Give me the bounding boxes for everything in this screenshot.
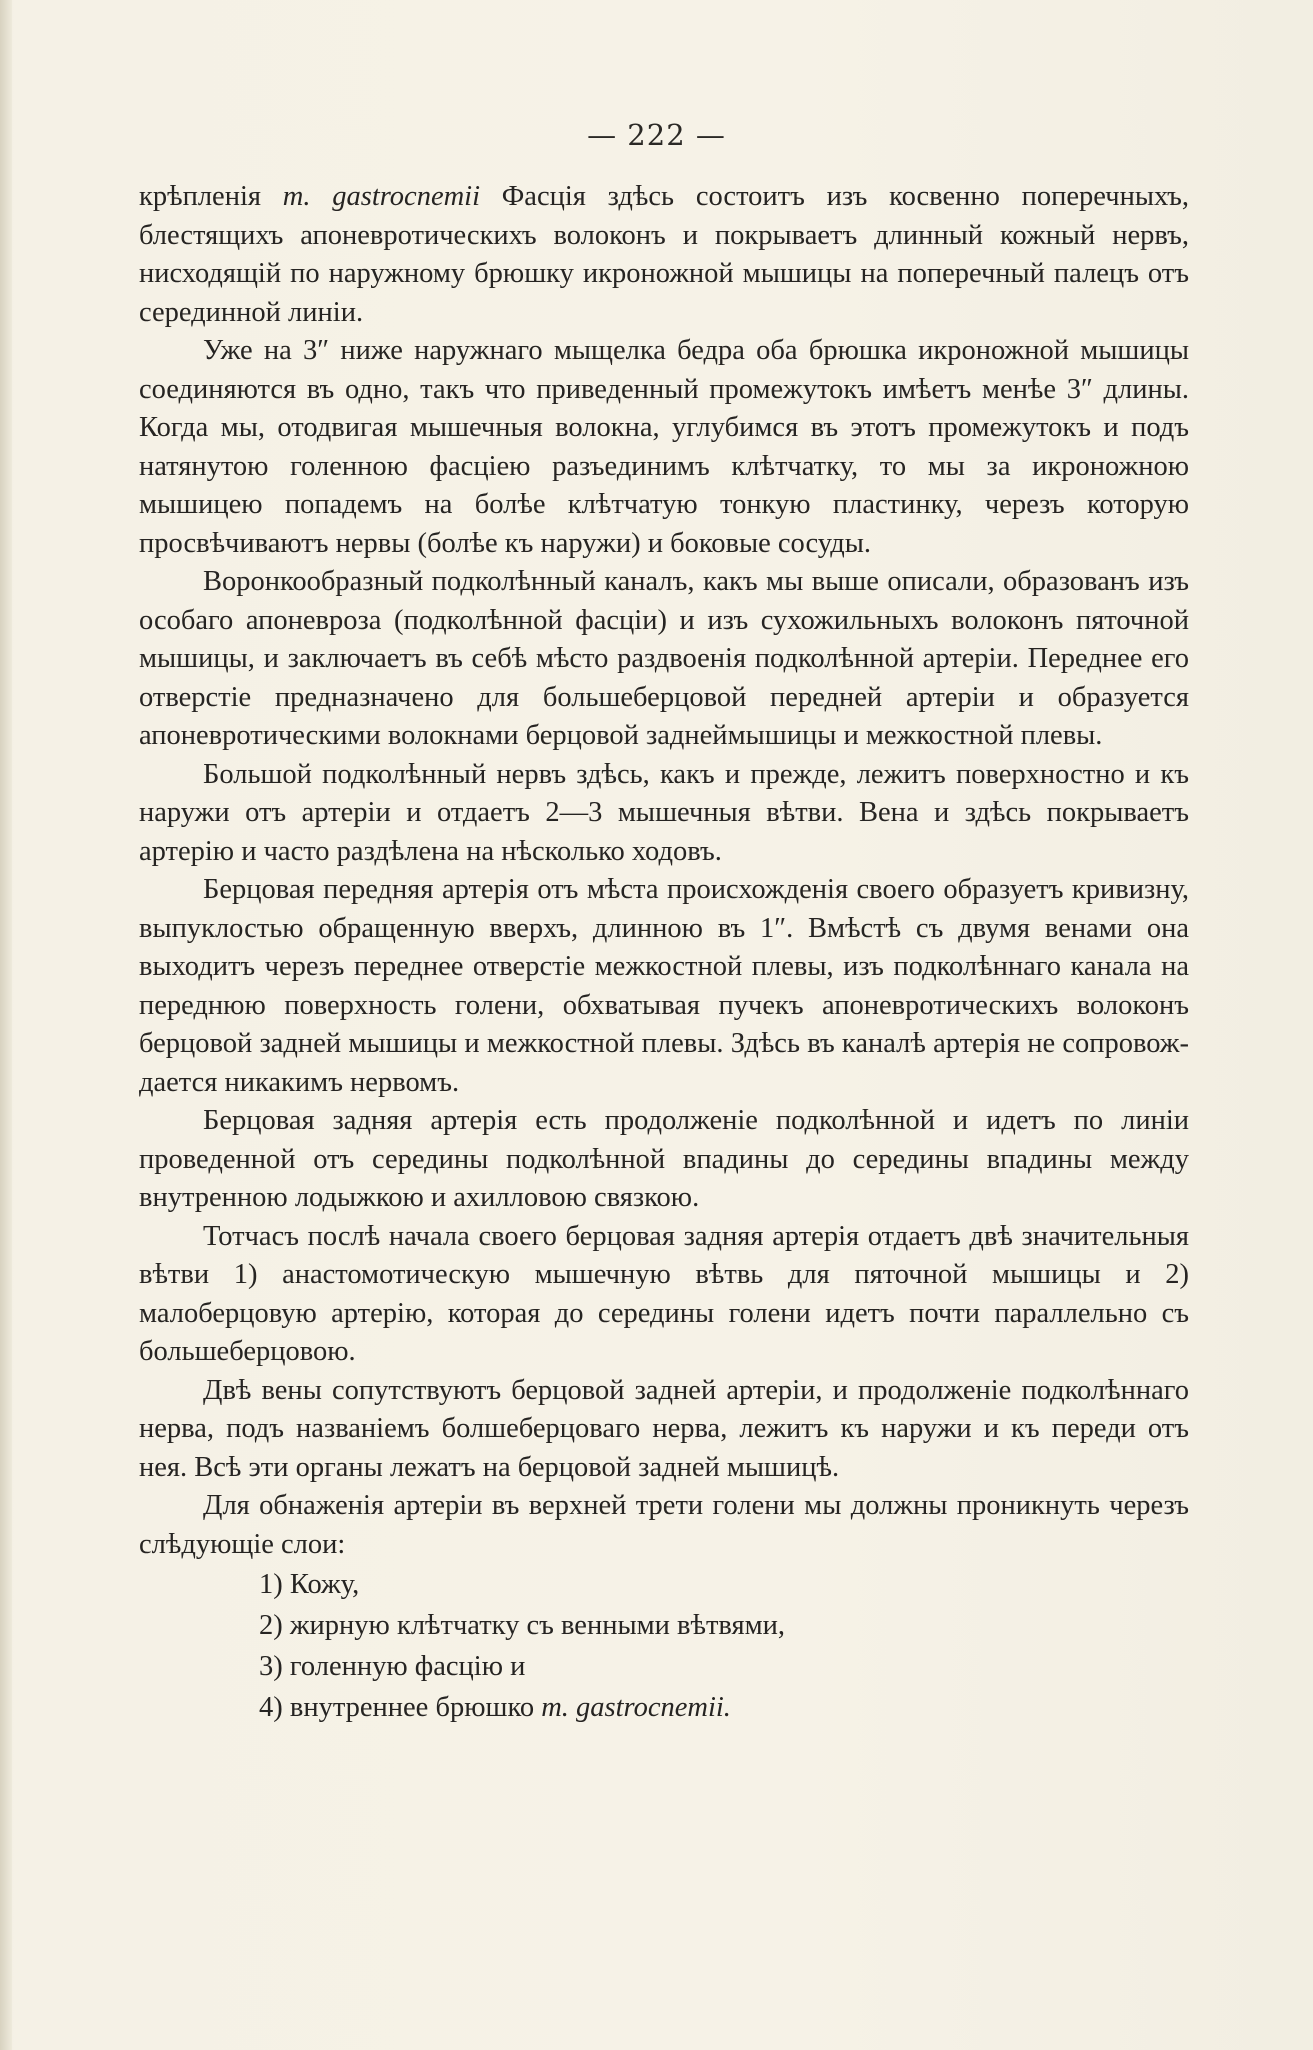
list-item	[259, 1687, 1189, 1728]
paragraph-1-text: Фасція здѣсь состоитъ изъ косвенно поперечныхъ, блестящихъ апоневротическихъ волоконъ и покрываетъ длинный кожный нервъ, нисходящій по наружному брюшку икроножной мышицы на поперечный палецъ отъ серединной линіи.	[139, 181, 1189, 328]
paragraph-7: Тотчасъ послѣ начала своего берцовая задняя артерія отдаетъ двѣ значительныя вѣтви 1) анастомотическую мышечную вѣтвь для пяточной мышицы и 2) малоберцовую артерію, которая до середины голени идетъ почти параллельно съ большеберцовою.	[139, 1220, 1189, 1367]
paragraph-8: Двѣ вены сопутствуютъ берцовой задней артеріи, и продолженіе подколѣннаго нерва, подъ названіемъ болшеберцоваго нерва, лежитъ къ наружи и къ переди отъ нея. Всѣ эти органы лежатъ на берцовой задней мышицѣ.	[139, 1374, 1189, 1483]
list-item-prefix: 4) внутреннее брюшко	[259, 1692, 542, 1723]
list-item: 2) жирную клѣтчатку съ венными вѣтвями,	[259, 1610, 785, 1641]
layer-list	[139, 1564, 1189, 1728]
page-number: — 222 —	[587, 118, 726, 152]
paragraph-4: Большой подколѣнный нервъ здѣсь, какъ и прежде, лежитъ поверхностно и къ наружи отъ артеріи и отдаетъ 2—3 мышечныя вѣтви. Вена и здѣсь покрываетъ артерію и часто раздѣлена на нѣсколько ходовъ.	[139, 758, 1189, 867]
paragraph-2: Уже на 3″ ниже наружнаго мыщелка бедра оба брюшка икроножной мышицы соединяются въ одно, такъ что приведенный промежутокъ имѣетъ менѣе 3″ длины. Когда мы, отодвигая мышечныя волокна, углубимся въ этотъ промежутокъ и подъ натянутою голенною фасціею разъединимъ клѣтчатку, то мы за икроножною мышицею попадемъ на болѣе клѣтчатую тонкую пластинку, черезъ которую просвѣчиваютъ нервы (болѣе къ наружи) и боковые сосуды.	[139, 335, 1189, 559]
list-item: 1) Кожу,	[259, 1569, 360, 1600]
page-spine-shadow	[0, 0, 12, 2050]
paragraph-9: Для обнаженія артеріи въ верхней трети голени мы должны проникнуть черезъ слѣдующіе слои:	[139, 1490, 1189, 1560]
paragraph-1-prefix: крѣпленія	[139, 181, 283, 212]
latin-term: m. gastrocnemii	[282, 181, 481, 212]
paragraph-1	[139, 178, 1189, 332]
body-text	[139, 178, 1189, 1728]
latin-term: m. gastrocnemii.	[541, 1692, 731, 1723]
paragraph-5: Берцовая передняя артерія отъ мѣста происхожденія своего образуетъ кривизну, выпуклостью обращенную вверхъ, длинною въ 1″. Вмѣстѣ съ двумя венами она выходитъ черезъ переднее отверстіе межкостной плевы, изъ подколѣннаго канала на переднюю поверхность голени, обхватывая пучекъ апоневротическихъ волоконъ берцовой задней мышицы и межкостной плевы. Здѣсь въ каналѣ артерія не сопровождается никакимъ нервомъ.	[139, 874, 1189, 1098]
paragraph-6: Берцовая задняя артерія есть продолженіе подколѣнной и идетъ по линіи проведенной отъ середины подколѣнной впадины до середины впадины между внутренною лодыжкою и ахилловою связкою.	[139, 1105, 1189, 1213]
list-item: 3) голенную фасцію и	[259, 1651, 526, 1682]
paragraph-3: Воронкообразный подколѣнный каналъ, какъ мы выше описали, образованъ изъ особаго апоневроза (подколѣнной фасціи) и изъ сухожильныхъ волоконъ пяточной мышицы, и заключаетъ въ себѣ мѣсто раздвоенія подколѣнной артеріи. Переднее его отверстіе предназначено для большеберцовой передней артеріи и образуется апоневротическими волокнами берцовой заднеймышицы и межкостной плевы.	[139, 566, 1189, 751]
